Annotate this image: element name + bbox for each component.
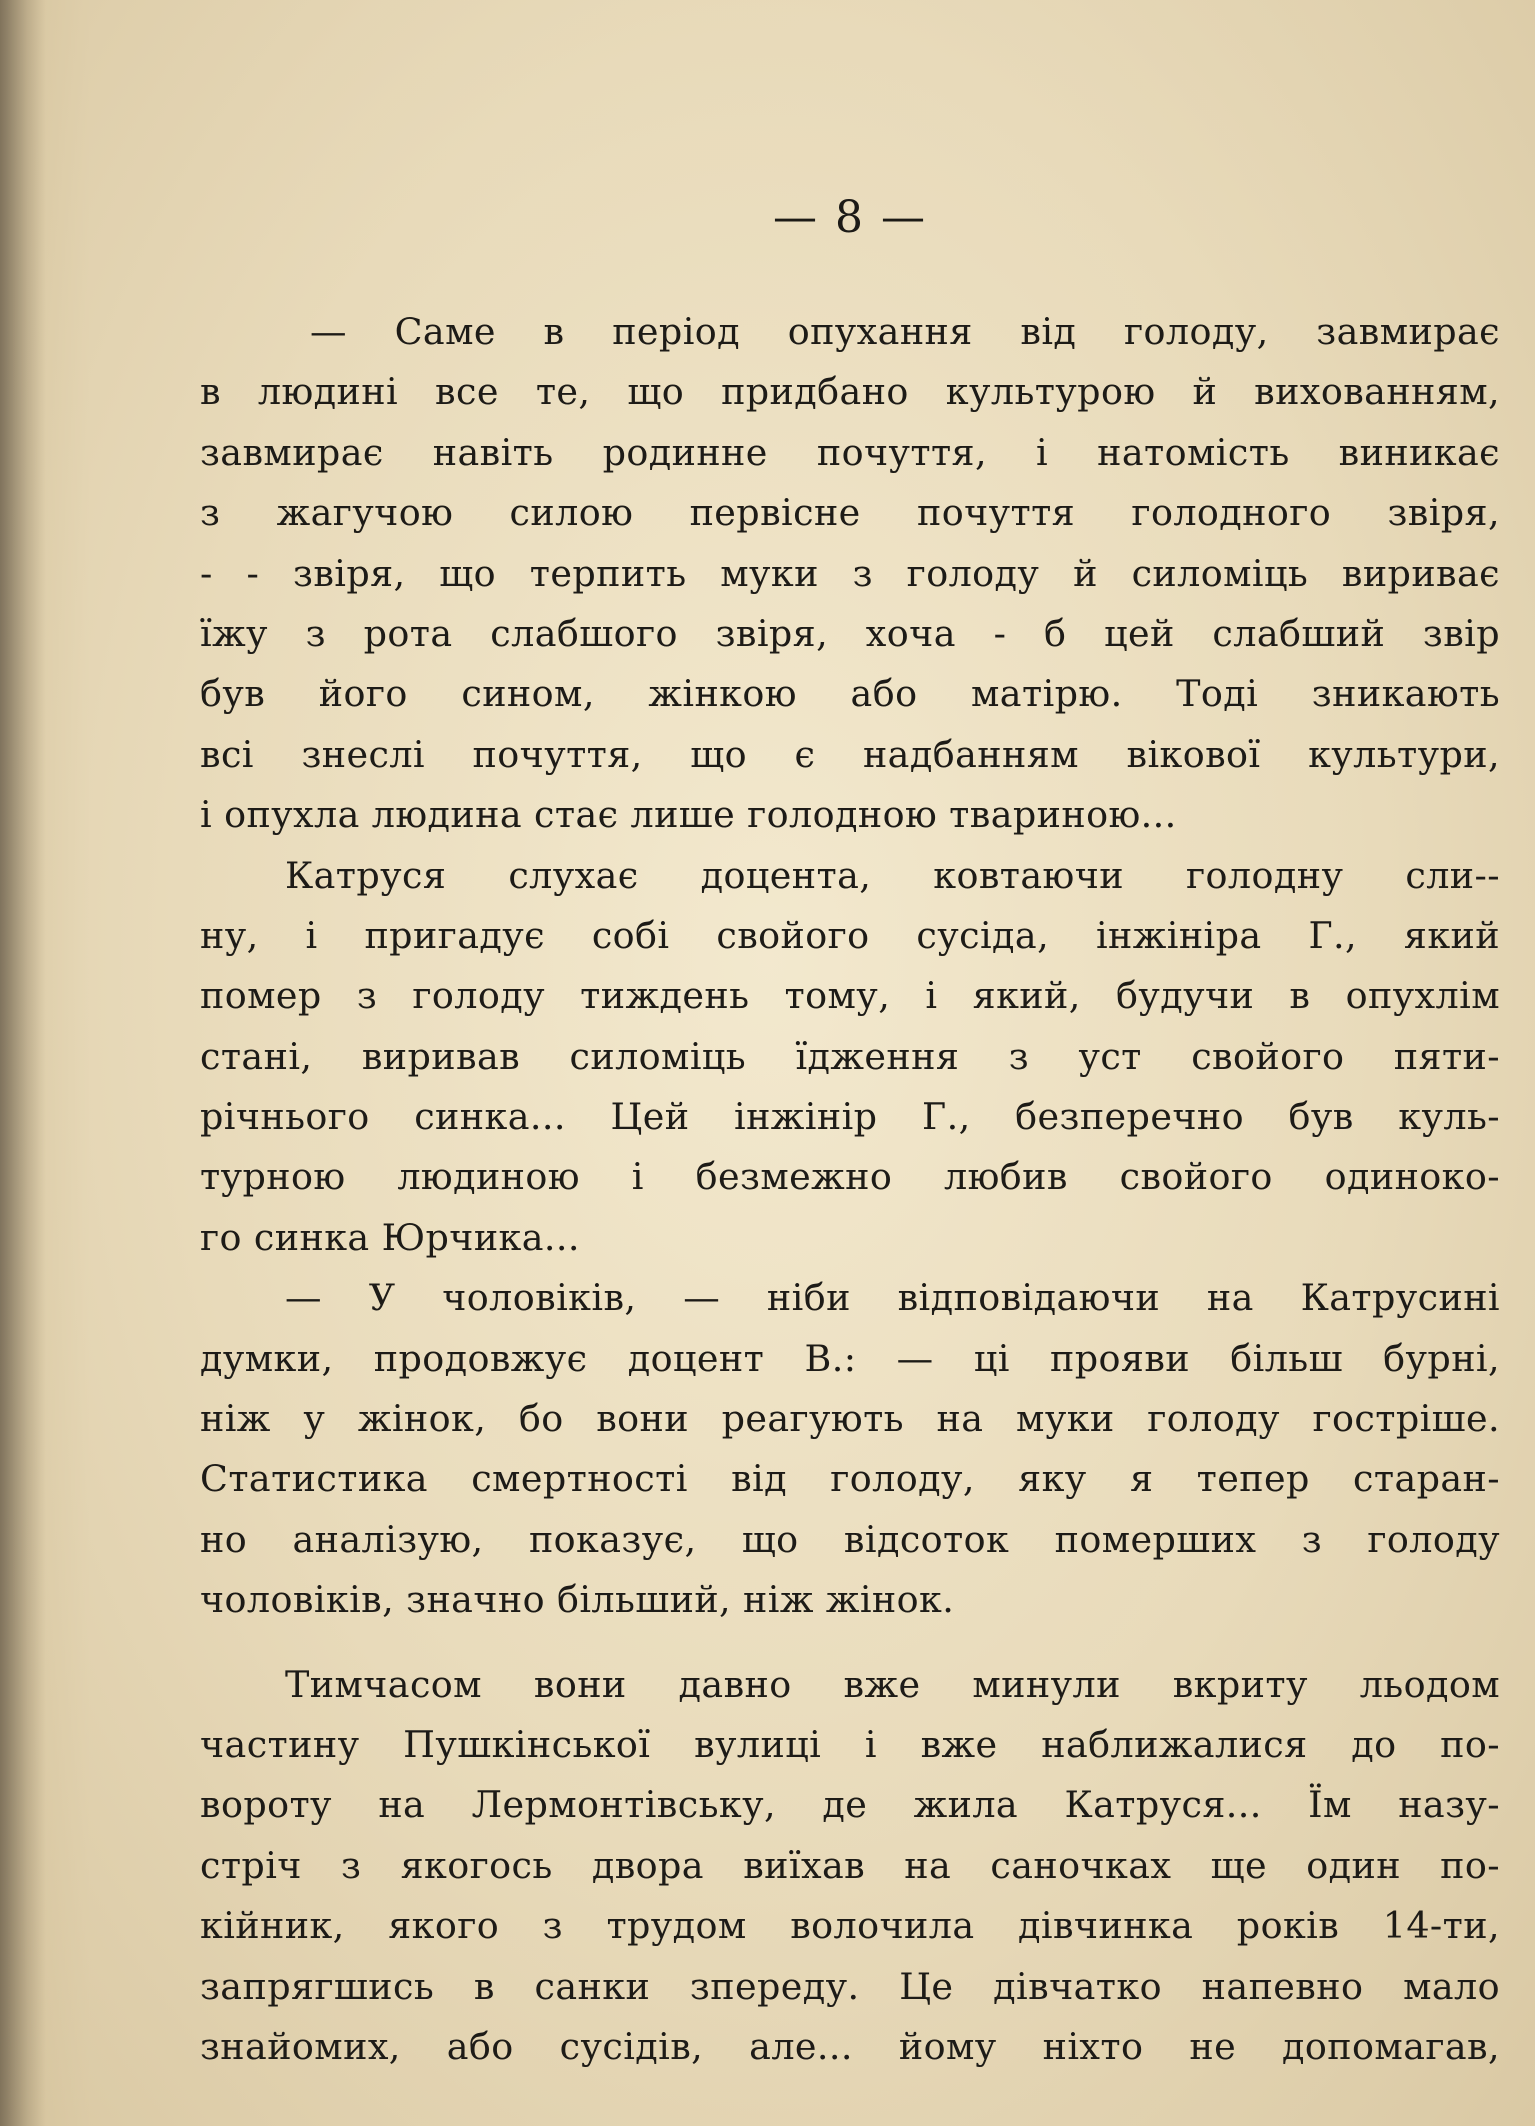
paragraph: [200, 1655, 1500, 2078]
text-line: но аналізую, показує, що відсоток померших з голоду: [200, 1517, 1500, 1561]
text-line: ніж у жінок, бо вони реагують на муки голоду гостріше.: [200, 1397, 1500, 1441]
page-spine-shadow: [0, 0, 46, 2126]
text-line: — Саме в період опухання від голоду, завмирає: [310, 310, 1500, 353]
text-line: їжу з рота слабшого звіря, хоча - б цей слабший звір: [200, 611, 1500, 655]
paragraph: [200, 846, 1500, 1269]
text-line: помер з голоду тиждень тому, і який, будучи в опухлім: [200, 974, 1500, 1018]
paragraph: [200, 302, 1500, 846]
text-line: всі знеслі почуття, що є надбанням вікової культури,: [200, 732, 1500, 776]
text-line: думки, продовжує доцент В.: — ці прояви більш бурні,: [200, 1336, 1500, 1380]
text-line: ну, і пригадує собі свойого сусіда, інжініра Г., який: [200, 913, 1500, 957]
text-line: був його сином, жінкою або матірю. Тоді зникають: [200, 672, 1500, 716]
paragraph: [200, 1268, 1500, 1630]
text-line: запрягшись в санки зпереду. Це дівчатко напевно мало: [200, 1964, 1500, 2008]
text-line: — У чоловіків, — ніби відповідаючи на Катрусині: [285, 1276, 1500, 1320]
text-line: з жагучою силою первісне почуття голодного звіря,: [200, 491, 1500, 535]
text-line: кійник, якого з трудом волочила дівчинка років 14-ти,: [200, 1904, 1500, 1948]
text-line: Катруся слухає доцента, ковтаючи голодну сли--: [285, 853, 1500, 897]
text-line: знайомих, або сусідів, але... йому ніхто не допомагав,: [200, 2024, 1500, 2068]
text-line: стані, виривав силоміць їдження з уст свойого пяти-: [200, 1034, 1500, 1078]
page-number: — 8 —: [773, 192, 927, 243]
text-line: турною людиною і безмежно любив свойого одиноко-: [200, 1155, 1500, 1199]
text-line: - - звіря, що терпить муки з голоду й силоміць вириває: [200, 551, 1500, 595]
text-line: частину Пушкінської вулиці і вже наближалися до по-: [200, 1722, 1500, 1766]
text-line: річнього синка... Цей інжінір Г., безперечно був куль-: [200, 1095, 1500, 1139]
text-line: го синка Юрчика...: [200, 1215, 580, 1259]
text-line: Статистика смертності від голоду, яку я тепер старан-: [200, 1457, 1500, 1501]
text-line: стріч з якогось двора виїхав на саночках ще один по-: [200, 1843, 1500, 1887]
text-line: в людині все те, що придбано культурою й вихованням,: [200, 370, 1500, 414]
body-text: [200, 302, 1500, 2077]
text-line: чоловіків, значно більший, ніж жінок.: [200, 1578, 955, 1622]
text-line: вороту на Лермонтівську, де жила Катруся... Їм назу-: [200, 1783, 1500, 1827]
text-line: завмирає навіть родинне почуття, і натомість виникає: [200, 430, 1500, 474]
text-line: і опухла людина стає лише голодною твариною...: [200, 793, 1177, 837]
text-line: Тимчасом вони давно вже минули вкриту льодом: [285, 1662, 1500, 1706]
